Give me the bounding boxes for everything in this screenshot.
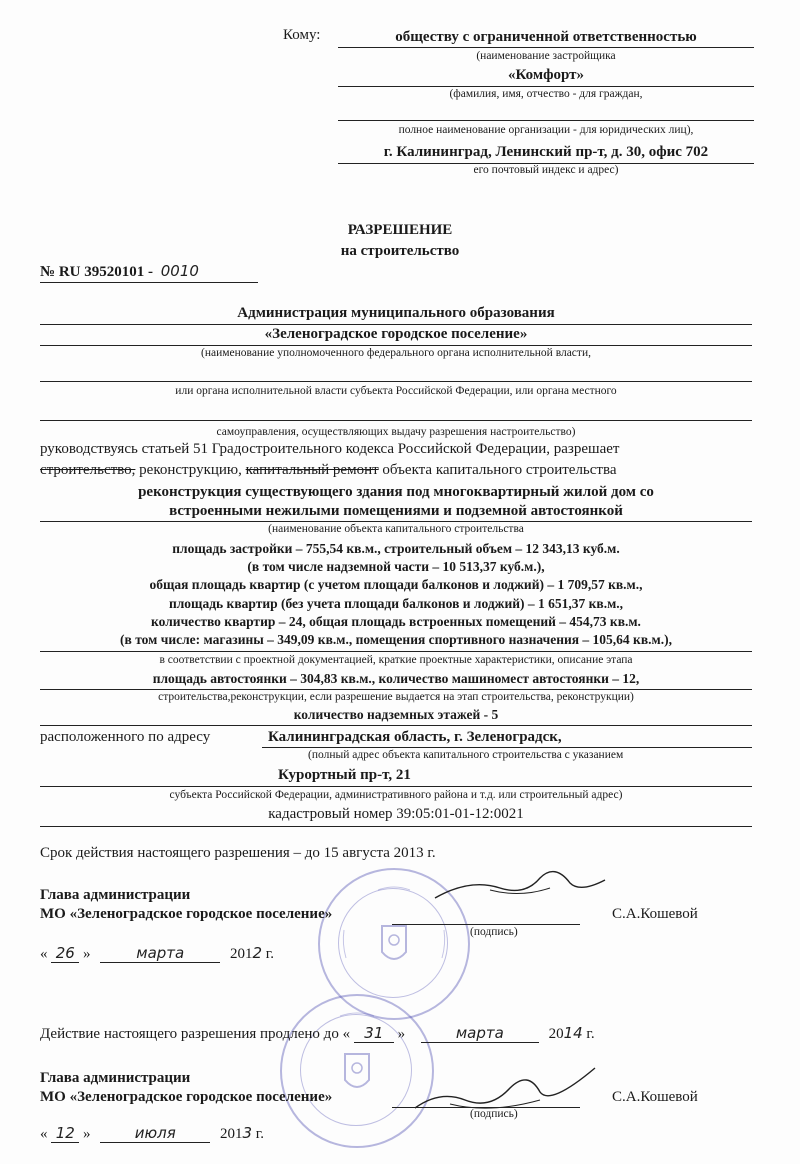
signature-line	[392, 924, 580, 925]
recipient-note2: (фамилия, имя, отчество - для граждан,	[449, 88, 643, 100]
extension-line	[40, 1024, 595, 1043]
sig2-name: С.А.Кошевой	[612, 1089, 698, 1105]
struck-construction: строительство,	[40, 462, 136, 478]
location-note2: субъекта Российской Федерации, административного района и т.д. или строительный адрес)	[169, 789, 623, 801]
recipient-line2: «Комфорт»	[508, 67, 584, 83]
permit-number-prefix: № RU 39520101 -	[40, 264, 153, 280]
recipient-note4: его почтовый индекс и адрес)	[473, 164, 619, 176]
rule	[338, 47, 754, 48]
struck-repair: капитальный ремонт	[245, 462, 379, 478]
sig2-year-digit: 3	[242, 1124, 253, 1142]
sig2-year-prefix: 201	[220, 1126, 243, 1142]
spec-4: площадь квартир (без учета площади балконов и лоджий) – 1 651,37 кв.м.,	[168, 596, 624, 611]
authority-note1: (наименование уполномоченного федерального органа исполнительной власти,	[201, 347, 591, 359]
sig2-year-suffix: г.	[255, 1126, 265, 1142]
note-a: в соответствии с проектной документацией, краткие проектные характеристики, описание этапа	[159, 654, 633, 666]
recipient-line1: обществу с ограниченной ответственностью	[395, 29, 697, 45]
rule	[40, 345, 752, 346]
rule	[338, 86, 754, 87]
spec-8: количество надземных этажей - 5	[293, 707, 499, 722]
sig2-sign-note: (подпись)	[470, 1108, 518, 1120]
spec-7: площадь автостоянки – 304,83 кв.м., количество машиномест автостоянки – 12,	[152, 671, 640, 686]
object-line2: встроенными нежилыми помещениями и подземной автостоянкой	[169, 503, 623, 519]
extension-text: Действие настоящего разрешения продлено до «	[40, 1026, 351, 1042]
permit-number-handwritten: 0010	[160, 262, 199, 280]
guided-text: руководствуясь статьей 51 Градостроительного кодекса Российской Федерации, разрешает	[40, 441, 620, 457]
extension-year-prefix: 20	[548, 1026, 564, 1042]
sig1-name: С.А.Кошевой	[612, 906, 698, 922]
sig2-quote-open: «	[40, 1126, 48, 1142]
sig1-day: 26	[51, 944, 79, 963]
signature-scribble-2	[410, 1060, 600, 1116]
location-label: расположенного по адресу	[40, 729, 211, 745]
sig1-year-digit: 2	[252, 944, 263, 962]
spec-3: общая площадь квартир (с учетом площади балконов и лоджий) – 1 709,57 кв.м.,	[149, 577, 643, 592]
authority-note2: или органа исполнительной власти субъекта Российской Федерации, или органа местного	[175, 385, 617, 397]
sig2-quote-close: »	[83, 1126, 91, 1142]
sig1-quote-close: »	[83, 946, 91, 962]
sig1-date	[40, 944, 274, 963]
sig2-title1: Глава администрации	[40, 1070, 191, 1086]
rule	[40, 651, 752, 652]
recipient-note3: полное наименование организации - для юридических лиц),	[398, 124, 694, 136]
rule	[40, 282, 258, 283]
rule	[40, 420, 752, 421]
sig2-title2: МО «Зеленоградское городское поселение»	[40, 1089, 333, 1105]
authority-line2: «Зеленоградское городское поселение»	[264, 326, 528, 342]
extension-year-digits: 14	[563, 1024, 583, 1042]
sig1-month: марта	[100, 944, 220, 963]
recipient-label: Кому:	[283, 27, 321, 43]
sig2-day: 12	[51, 1124, 79, 1143]
rule	[40, 689, 752, 690]
sig2-month: июля	[100, 1124, 210, 1143]
rule	[262, 747, 752, 748]
rule	[338, 120, 754, 121]
validity-text: Срок действия настоящего разрешения – до 15 августа 2013 г.	[40, 845, 436, 861]
spec-1: площадь застройки – 755,54 кв.м., строительный объем – 12 343,13 куб.м.	[172, 541, 620, 556]
sig1-sign-note: (подпись)	[470, 926, 518, 938]
rule	[40, 324, 752, 325]
object-note: (наименование объекта капитального строительства	[268, 523, 524, 535]
recipient-note1: (наименование застройщика	[476, 50, 616, 62]
permission-tail: объекта капитального строительства	[378, 462, 617, 478]
sig2-date	[40, 1124, 264, 1143]
location-line1: Калининградская область, г. Зеленоградск,	[268, 729, 562, 745]
location-line2: Курортный пр-т, 21	[278, 767, 411, 783]
extension-year-suffix: г.	[586, 1026, 595, 1042]
cadastral-number: кадастровый номер 39:05:01-01-12:0021	[268, 806, 524, 822]
rule	[40, 381, 752, 382]
signature-scribble-1	[430, 858, 610, 908]
recipient-address: г. Калининград, Ленинский пр-т, д. 30, офис 702	[383, 144, 709, 160]
extension-day: 31	[354, 1024, 394, 1043]
rule	[40, 826, 752, 827]
rule	[40, 521, 752, 522]
sig1-quote-open: «	[40, 946, 48, 962]
rule	[40, 786, 752, 787]
sig1-year-prefix: 201	[230, 946, 253, 962]
document-subtitle: на строительство	[340, 243, 460, 259]
sig1-title1: Глава администрации	[40, 887, 191, 903]
spec-6: (в том числе: магазины – 349,09 кв.м., помещения спортивного назначения – 105,64 кв.м.),	[120, 632, 672, 647]
authority-note3: самоуправления, осуществляющих выдачу разрешения настроительство)	[216, 426, 576, 438]
sig1-year-suffix: г.	[265, 946, 275, 962]
extension-quote-close: »	[397, 1026, 406, 1042]
note-b: строительства,реконструкции, если разрешение выдается на этап строительства, реконструкции)	[158, 691, 634, 703]
document-title: РАЗРЕШЕНИЕ	[347, 222, 453, 238]
sig1-title2: МО «Зеленоградское городское поселение»	[40, 906, 333, 922]
spec-5: количество квартир – 24, общая площадь встроенных помещений – 454,73 кв.м.	[151, 614, 641, 629]
permit-number	[40, 262, 199, 281]
authority-line1: Администрация муниципального образования	[237, 305, 555, 321]
object-line1: реконструкция существующего здания под многоквартирный жилой дом со	[138, 484, 654, 500]
extension-month: марта	[421, 1024, 539, 1043]
kept-reconstruction: реконструкцию,	[135, 462, 246, 478]
rule	[40, 725, 752, 726]
spec-2: (в том числе надземной части – 10 513,37 куб.м.),	[247, 559, 545, 574]
location-note1: (полный адрес объекта капитального строительства с указанием	[308, 749, 624, 761]
permission-type	[40, 462, 617, 479]
